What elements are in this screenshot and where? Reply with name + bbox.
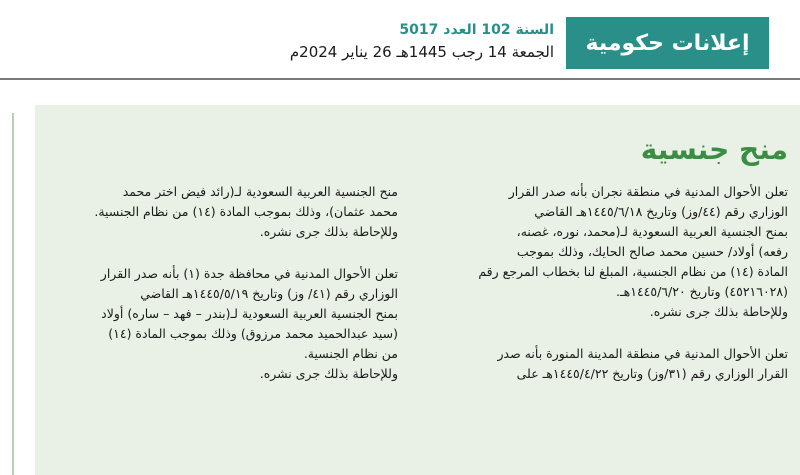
section-label: إعلانات حكومية <box>566 17 769 69</box>
text-line: تعلن الأحوال المدنية في منطقة المدينة المنورة بأنه صدر <box>497 346 788 361</box>
text-line: الوزاري رقم (٤١/ وز) وتاريخ ١٤٤٥/٥/١٩هـ القاضي <box>140 286 398 301</box>
text-line: بمنح الجنسية العربية السعودية لـ(محمد، نوره، غصنه، <box>516 224 788 239</box>
page-edge-line <box>12 113 14 475</box>
right-column <box>428 182 788 384</box>
text-line: وللإحاطة بذلك جرى نشره. <box>649 304 788 319</box>
text-line: منح الجنسية العربية السعودية لـ(رائد فيض اختر محمد <box>122 184 398 199</box>
text-line: من نظام الجنسية. <box>303 346 398 361</box>
paragraph-gap <box>58 242 398 264</box>
text-line: وللإحاطة بذلك جرى نشره. <box>259 224 398 239</box>
text-line: تعلن الأحوال المدنية في محافظة جدة (١) بأنه صدر القرار <box>100 266 398 281</box>
page-header <box>0 0 800 80</box>
header-divider <box>0 78 800 80</box>
text-line: (٤٥٢١٦٠٢٨) وتاريخ ١٤٤٥/٦/٢٠هـ. <box>616 284 788 299</box>
text-line: (سيد عبدالحميد محمد مرزوق) وذلك بموجب المادة (١٤) <box>108 326 398 341</box>
text-line: رفعه) أولاد/ حسين محمد صالح الحايك، وذلك بموجب <box>516 244 788 259</box>
text-line: بمنح الجنسية العربية السعودية لـ(بندر – فهد – ساره) أولاد <box>101 306 398 321</box>
text-line: تعلن الأحوال المدنية في منطقة نجران بأنه صدر القرار <box>508 184 788 199</box>
left-column <box>58 182 398 384</box>
paragraph-gap <box>428 322 788 344</box>
publication-date: الجمعة 14 رجب 1445هـ 26 يناير 2024م <box>289 43 554 61</box>
text-line: القرار الوزاري رقم (٣١/وز) وتاريخ ١٤٤٥/٤/٢٢هـ على <box>516 366 788 381</box>
issue-number: السنة 102 العدد 5017 <box>399 22 554 38</box>
text-line: الوزاري رقم (٤٤/وز) وتاريخ ١٤٤٥/٦/١٨هـ القاضي <box>534 204 788 219</box>
text-line: محمد عثمان)، وذلك بموجب المادة (١٤) من نظام الجنسية. <box>94 204 398 219</box>
text-line: وللإحاطة بذلك جرى نشره. <box>259 366 398 381</box>
article-heading: منح جنسية <box>640 133 788 166</box>
text-line: المادة (١٤) من نظام الجنسية، المبلغ لنا بخطاب المرجع رقم <box>478 264 788 279</box>
